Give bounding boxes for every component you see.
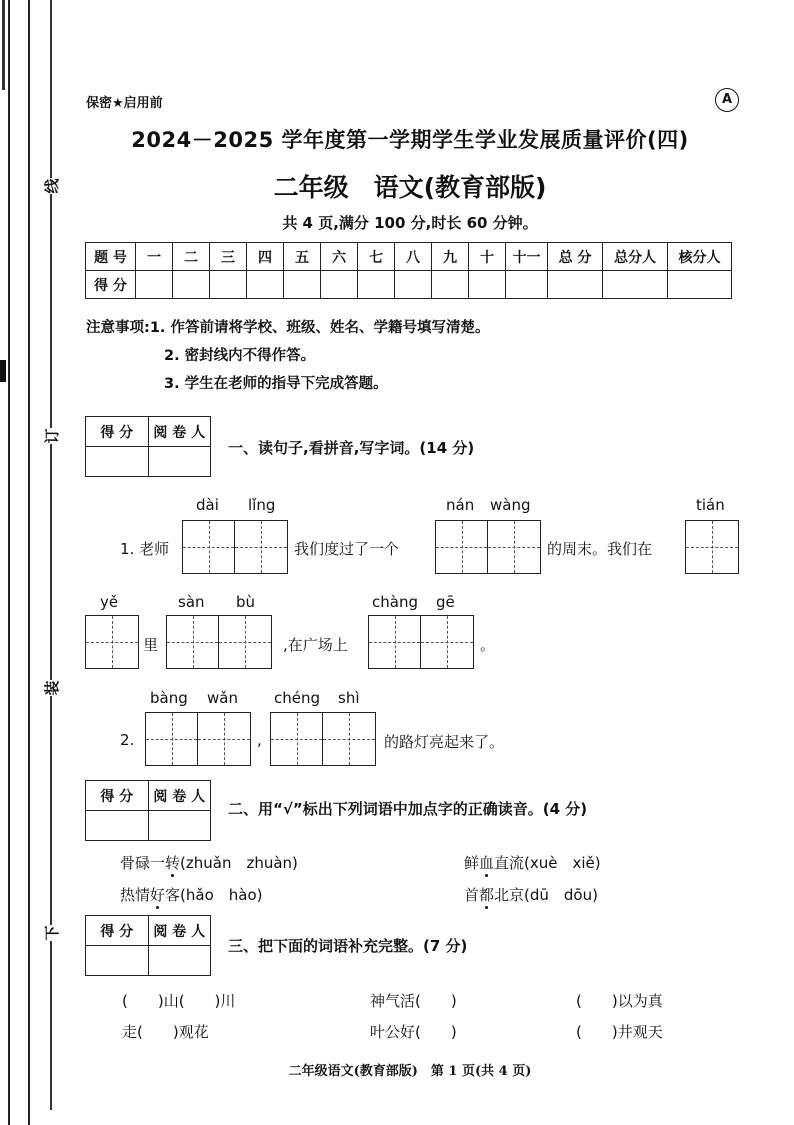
pinyin-label: tián: [696, 496, 725, 514]
grader-box: [85, 416, 211, 477]
pinyin-label: nán: [446, 496, 475, 514]
score-table-cell: 题 号: [86, 243, 136, 271]
character-grid[interactable]: [685, 520, 739, 574]
grader-box: [85, 780, 211, 841]
pinyin-label: chéng: [274, 689, 321, 707]
pinyin-label: shì: [338, 689, 360, 707]
score-table-header-row: [86, 243, 732, 271]
score-table-cell: 七: [358, 243, 395, 271]
dotted-char: 血: [479, 854, 495, 872]
exam-subtitle: 二年级 语文(教育部版): [273, 173, 547, 202]
margin-char-ding: 订: [43, 428, 61, 444]
item-text: 首: [464, 886, 480, 904]
item-options: 直流(xuè xiě): [494, 854, 601, 872]
grader-score-cell[interactable]: [86, 811, 149, 841]
pinyin-label: yě: [100, 593, 119, 611]
pronunciation-item[interactable]: [464, 884, 598, 905]
score-table-cell: 十: [469, 243, 506, 271]
score-input-cell[interactable]: [247, 271, 284, 299]
score-table-cell: 六: [321, 243, 358, 271]
score-input-cell[interactable]: [432, 271, 469, 299]
page-footer: 二年级语文(教育部版) 第 1 页(共 4 页): [288, 1064, 532, 1079]
item-text: 热情: [120, 886, 151, 904]
idiom-blank[interactable]: ( )山( )川: [122, 992, 236, 1010]
score-table-cell: 得 分: [86, 271, 136, 299]
pronunciation-item[interactable]: [464, 852, 601, 873]
score-input-cell[interactable]: [210, 271, 247, 299]
question-text: 1. 老师: [120, 540, 170, 558]
question-text: ,在广场上: [283, 636, 348, 654]
idiom-blank[interactable]: 叶公好( ): [370, 1023, 457, 1041]
pinyin-label: bàng: [150, 689, 188, 707]
grader-score-cell[interactable]: [86, 946, 149, 976]
binding-mark: [2, 0, 5, 90]
score-table-cell: 四: [247, 243, 284, 271]
score-input-cell[interactable]: [173, 271, 210, 299]
score-table-cell: 五: [284, 243, 321, 271]
idiom-blank[interactable]: ( )井观天: [576, 1023, 663, 1041]
seal-line: [50, 0, 52, 1110]
grader-score-label: 得 分: [86, 781, 149, 811]
question-text: 2.: [120, 731, 135, 749]
idiom-blank[interactable]: ( )以为真: [576, 992, 663, 1010]
score-table-cell: 一: [136, 243, 173, 271]
grader-reviewer-label: 阅 卷 人: [148, 916, 211, 946]
grader-reviewer-label: 阅 卷 人: [148, 781, 211, 811]
grader-reviewer-cell[interactable]: [148, 811, 211, 841]
score-input-cell[interactable]: [506, 271, 548, 299]
pinyin-label: chàng: [372, 593, 418, 611]
section1-title: 一、读句子,看拼音,写字词。(14 分): [228, 439, 475, 457]
character-grid[interactable]: [368, 615, 474, 669]
grader-reviewer-cell[interactable]: [148, 447, 211, 477]
score-input-cell[interactable]: [548, 271, 603, 299]
paper-type-badge: A: [715, 88, 739, 112]
score-input-cell[interactable]: [136, 271, 173, 299]
margin-char-xia: 下: [43, 925, 61, 941]
pronunciation-item[interactable]: [120, 884, 263, 905]
confidential-label: 保密★启用前: [86, 96, 163, 111]
exam-title: 2024－2025 学年度第一学期学生学业发展质量评价(四): [131, 128, 689, 152]
notes-item: 1. 作答前请将学校、班级、姓名、学籍号填写清楚。: [149, 320, 490, 336]
score-table-cell: 三: [210, 243, 247, 271]
score-table-score-row: [86, 271, 732, 299]
score-table-cell: 二: [173, 243, 210, 271]
score-table-cell: 八: [395, 243, 432, 271]
idiom-blank[interactable]: 走( )观花: [122, 1023, 209, 1041]
binding-mark: [0, 360, 6, 382]
pinyin-label: wǎn: [207, 689, 238, 707]
question-text: 的路灯亮起来了。: [384, 733, 505, 751]
section3-title: 三、把下面的词语补充完整。(7 分): [228, 937, 468, 955]
idiom-blank[interactable]: 神气活( ): [370, 992, 457, 1010]
grader-score-label: 得 分: [86, 417, 149, 447]
pinyin-label: gē: [436, 593, 455, 611]
question-text: 的周末。我们在: [547, 540, 653, 558]
pinyin-label: lǐng: [248, 496, 276, 514]
score-input-cell[interactable]: [668, 271, 732, 299]
notes-block: [86, 314, 489, 398]
binding-line-outer: [8, 0, 10, 1125]
question-text: 我们度过了一个: [294, 540, 400, 558]
pinyin-label: sàn: [178, 593, 205, 611]
score-table-cell: 总 分: [548, 243, 603, 271]
grader-score-cell[interactable]: [86, 447, 149, 477]
item-text: 骨碌一: [120, 854, 166, 872]
pinyin-label: bù: [236, 593, 256, 611]
score-table-cell: 十一: [506, 243, 548, 271]
score-input-cell[interactable]: [321, 271, 358, 299]
grader-reviewer-label: 阅 卷 人: [148, 417, 211, 447]
notes-item: 3. 学生在老师的指导下完成答题。: [164, 376, 388, 392]
section2-title: 二、用“√”标出下列词语中加点字的正确读音。(4 分): [228, 800, 588, 818]
binding-line-middle: [28, 0, 30, 1125]
margin-char-xian: 线: [43, 178, 61, 194]
item-options: (zhuǎn zhuàn): [180, 854, 298, 872]
dotted-char: 转: [165, 854, 181, 872]
character-grid[interactable]: [270, 712, 376, 766]
question-text: ,: [257, 731, 262, 749]
pronunciation-item[interactable]: [120, 852, 298, 873]
question-text: 里: [143, 636, 159, 654]
score-input-cell[interactable]: [395, 271, 432, 299]
dotted-char: 都: [479, 886, 495, 904]
pinyin-label: dài: [196, 496, 219, 514]
character-grid[interactable]: [435, 520, 541, 574]
score-input-cell[interactable]: [358, 271, 395, 299]
character-grid[interactable]: [182, 520, 288, 574]
score-table-cell: 九: [432, 243, 469, 271]
notes-line: [86, 314, 489, 342]
exam-info: 共 4 页,满分 100 分,时长 60 分钟。: [282, 214, 538, 232]
character-grid[interactable]: [85, 615, 139, 669]
item-options: 北京(dū dōu): [494, 886, 598, 904]
score-table: [85, 242, 732, 299]
question-text: 。: [480, 636, 496, 654]
item-text: 鲜: [464, 854, 480, 872]
score-table-cell: 核分人: [668, 243, 732, 271]
item-options: 客(hǎo hào): [165, 886, 263, 904]
margin-char-zhuang: 装: [43, 680, 61, 696]
score-input-cell[interactable]: [469, 271, 506, 299]
character-grid[interactable]: [166, 615, 272, 669]
score-input-cell[interactable]: [284, 271, 321, 299]
score-table-cell: 总分人: [603, 243, 668, 271]
grader-box: [85, 915, 211, 976]
character-grid[interactable]: [145, 712, 251, 766]
notes-item: 2. 密封线内不得作答。: [164, 348, 316, 364]
grader-reviewer-cell[interactable]: [148, 946, 211, 976]
pinyin-label: wàng: [490, 496, 531, 514]
grader-score-label: 得 分: [86, 916, 149, 946]
score-input-cell[interactable]: [603, 271, 668, 299]
notes-label: 注意事项:: [86, 320, 150, 336]
dotted-char: 好: [150, 886, 166, 904]
